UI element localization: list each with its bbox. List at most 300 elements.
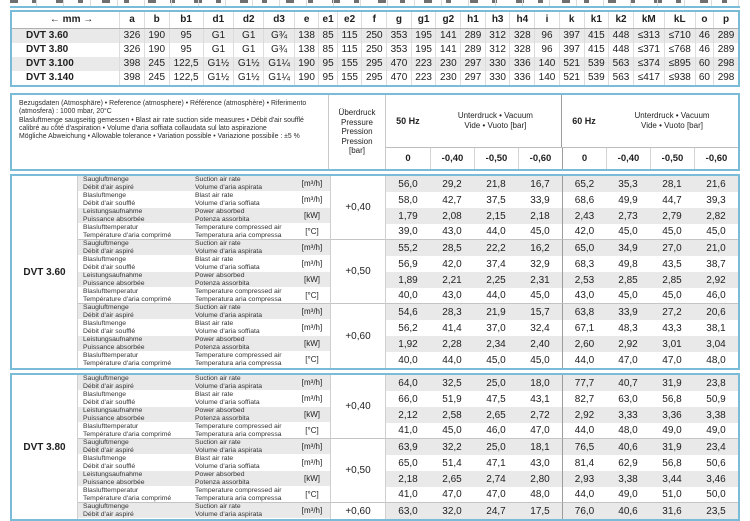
param-label-de-fr — [78, 503, 190, 519]
value-cell: 2,74 — [474, 471, 518, 487]
param-label-de: Blaslufttemperatur — [83, 288, 139, 296]
value-cell: 22,2 — [474, 240, 518, 256]
value-cell: 2,53 — [562, 272, 606, 288]
dim-col-header-k2: k2 — [609, 11, 634, 29]
value-cell: 16,7 — [518, 176, 562, 192]
value-cell: 43,5 — [662, 258, 682, 270]
value-cell: 31,9 — [650, 375, 694, 391]
param-label-fr: Débit d'air aspiré — [83, 446, 134, 454]
param-label-en: Blast air rate — [195, 256, 234, 264]
value-cell: 44,0 — [562, 352, 606, 368]
dim-value-cell: 563 — [609, 57, 634, 71]
value-cell: 63,0 — [386, 503, 430, 519]
param-label-it: Volume d'aria aspirata — [195, 446, 263, 454]
dim-value-cell: ≤371 — [633, 43, 664, 57]
value-cell: 21,6 — [694, 176, 738, 192]
unit-cell: [m³/h] — [294, 192, 330, 208]
param-label-de: Saugluftmenge — [83, 375, 129, 383]
dim-value-cell: 138 — [294, 43, 319, 57]
dim-value-cell: 415 — [584, 29, 609, 44]
dim-value-cell: G1¼ — [264, 57, 294, 71]
dim-value-cell: 289 — [461, 29, 486, 44]
dim-value-cell: 95 — [319, 71, 337, 86]
dim-col-header-k1: k1 — [584, 11, 609, 29]
param-label-en-it — [190, 272, 294, 288]
dim-value-cell: 190 — [294, 71, 319, 86]
value-cell: 45,0 — [530, 354, 550, 366]
dim-col-header-g2: g2 — [436, 11, 461, 29]
param-label-de: Saugluftmenge — [83, 176, 129, 184]
group-50hz — [386, 95, 562, 147]
frequency-groups — [386, 95, 738, 169]
param-label-de-fr — [78, 208, 190, 224]
value-cell: 47,0 — [662, 354, 682, 366]
value-cell: 65,0 — [398, 457, 418, 469]
param-label-de-fr — [78, 176, 190, 192]
value-cell: 32,0 — [430, 503, 474, 519]
param-label-de-fr — [78, 224, 190, 240]
param-label-en: Blast air rate — [195, 320, 234, 328]
param-label-it: Temperatura aria compressa — [195, 430, 282, 438]
dim-value-cell: 122,5 — [169, 71, 203, 86]
value-cell: 27,2 — [650, 304, 694, 320]
dim-col-header-g1: g1 — [411, 11, 436, 29]
param-label-it: Potenza assorbita — [195, 343, 250, 351]
value-cell: 45,0 — [694, 224, 738, 240]
value-cell: 42,0 — [442, 258, 462, 270]
value-cell: 2,60 — [562, 336, 606, 352]
value-cell: 63,9 — [386, 439, 430, 455]
dim-col-header-h1: h1 — [461, 11, 486, 29]
value-cell: 47,0 — [430, 487, 474, 503]
value-cell: 3,44 — [650, 471, 694, 487]
value-cell: 49,0 — [650, 423, 694, 439]
value-cell: 49,8 — [618, 258, 638, 270]
unit-cell: [°C] — [294, 352, 330, 368]
dimensions-table-header — [11, 11, 739, 29]
param-label-de-fr — [78, 192, 190, 208]
dim-value-cell: 190 — [144, 29, 169, 44]
param-label-de: Leistungsaufnahme — [83, 272, 143, 280]
overpressure-label-it: Pression — [341, 136, 373, 146]
value-cell: 62,9 — [618, 457, 638, 469]
dim-col-header-p: p — [714, 11, 739, 29]
value-cell: 66,0 — [398, 393, 418, 405]
param-label-en-it — [190, 455, 294, 471]
value-cell: 37,0 — [486, 322, 506, 334]
dim-value-cell: 326 — [120, 43, 145, 57]
value-cell: 1,92 — [386, 336, 430, 352]
dim-value-cell: 563 — [609, 71, 634, 86]
dim-value-cell: 328 — [510, 29, 535, 44]
value-cell: 17,5 — [518, 503, 562, 519]
model-name: DVT 3.80 — [12, 375, 78, 519]
value-cell: 15,7 — [518, 304, 562, 320]
value-cell: 32,9 — [530, 258, 550, 270]
vacuum-label-50hz — [430, 95, 561, 147]
dim-col-header-h3: h3 — [485, 11, 510, 29]
param-label-de: Blaslufttemperatur — [83, 487, 139, 495]
dim-col-header-kL: kL — [664, 11, 695, 29]
param-label-de: Blaslufttemperatur — [83, 352, 139, 360]
value-cell: 2,18 — [518, 208, 562, 224]
dim-value-cell: ≤417 — [633, 71, 664, 86]
param-label-en-it — [190, 224, 294, 240]
overpressure-label-fr: Pression — [341, 127, 373, 137]
dim-value-cell: ≤374 — [633, 57, 664, 71]
dim-value-cell: ≤710 — [664, 29, 695, 44]
dim-value-cell: 397 — [559, 29, 584, 44]
dim-col-header-k: k — [559, 11, 584, 29]
value-cell: 45,0 — [518, 224, 562, 240]
dim-value-cell: 140 — [535, 57, 560, 71]
value-cell: 2,85 — [606, 272, 650, 288]
param-label-de-fr — [78, 336, 190, 352]
value-cell: 41,4 — [442, 322, 462, 334]
param-label-it: Volume d'aria soffiata — [195, 327, 260, 335]
param-label-fr: Puissance absorbée — [83, 279, 145, 287]
col-60hz-040: -0,40 — [606, 148, 650, 169]
col-50hz-050: -0,50 — [474, 148, 518, 169]
col-50hz-0: 0 — [405, 153, 411, 164]
value-cell: 23,4 — [694, 439, 738, 455]
value-cell: 47,0 — [618, 354, 638, 366]
performance-block-dvt-3.60 — [10, 174, 740, 370]
dim-value-cell: 95 — [169, 29, 203, 44]
param-label-fr: Débit d'air aspiré — [83, 247, 134, 255]
value-cell: 2,58 — [430, 407, 474, 423]
note-measurement: Blasluftmenge saugseitig gemessen • Blast air rate suction side measures • Débit d'air soufflé calibré au côté d'aspiration • Volume d'aria soffiata collaudata sul lato aspirazione — [19, 116, 304, 132]
value-cell: 65,2 — [562, 176, 606, 192]
value-cell: 63,0 — [618, 393, 638, 405]
value-cell: 2,79 — [650, 208, 694, 224]
param-label-en: Temperature compressed air — [195, 224, 282, 232]
value-cell: 28,3 — [430, 304, 474, 320]
dim-value-cell: 398 — [120, 57, 145, 71]
value-cell: 49,0 — [606, 487, 650, 503]
value-cell: 23,5 — [694, 503, 738, 519]
value-cell: 65,0 — [562, 240, 606, 256]
param-label-en: Suction air rate — [195, 503, 241, 511]
param-label-de-fr — [78, 375, 190, 391]
dim-col-header-mm: ← mm → — [11, 11, 120, 29]
label-60hz: 60 Hz — [572, 116, 596, 126]
value-cell: 2,72 — [518, 407, 562, 423]
dim-value-cell: 195 — [411, 43, 436, 57]
dim-col-header-d1: d1 — [203, 11, 233, 29]
param-label-en: Suction air rate — [195, 176, 241, 184]
dim-col-header-h4: h4 — [510, 11, 535, 29]
value-cell: 2,92 — [606, 336, 650, 352]
dim-value-cell: ≤313 — [633, 29, 664, 44]
dim-value-cell: 336 — [510, 57, 535, 71]
unit-cell: [kW] — [294, 336, 330, 352]
param-label-fr: Température d'aria comprimé — [83, 295, 172, 303]
param-label-fr: Débit d'air soufflé — [83, 327, 136, 335]
dim-col-header-f: f — [362, 11, 387, 29]
dim-value-cell: 46 — [695, 29, 713, 44]
dim-value-cell: 353 — [387, 29, 412, 44]
param-label-en: Power absorbed — [195, 471, 245, 479]
unit-cell: [°C] — [294, 288, 330, 304]
param-label-it: Volume d'aria soffiata — [195, 462, 260, 470]
param-label-de: Leistungsaufnahme — [83, 407, 143, 415]
value-cell: 45,0 — [430, 423, 474, 439]
value-cell: 43,0 — [530, 457, 550, 469]
value-cell: 2,65 — [430, 471, 474, 487]
param-label-en-it — [190, 439, 294, 455]
value-cell: 3,46 — [694, 471, 738, 487]
param-label-en-it — [190, 320, 294, 336]
param-label-en: Blast air rate — [195, 192, 234, 200]
value-cell: 2,18 — [386, 471, 430, 487]
value-cell: 44,0 — [562, 423, 606, 439]
dim-value-cell: 223 — [411, 71, 436, 86]
param-label-en-it — [190, 487, 294, 503]
dim-value-cell: 470 — [387, 57, 412, 71]
value-cell: 37,5 — [486, 194, 506, 206]
dim-col-header-e1: e1 — [319, 11, 337, 29]
dim-value-cell: 250 — [362, 29, 387, 44]
value-cell: 44,7 — [662, 194, 682, 206]
dim-value-cell: 230 — [436, 71, 461, 86]
value-cell: 25,0 — [474, 375, 518, 391]
value-cell: 81,4 — [562, 455, 606, 471]
note-tolerance: Mögliche Abweichung • Allowable tolerance • Variation possible • Variazione possibile : ±5 % — [19, 133, 300, 141]
param-label-de-fr — [78, 288, 190, 304]
dim-value-cell: 330 — [485, 71, 510, 86]
dim-row — [11, 57, 739, 71]
value-cell: 44,0 — [562, 487, 606, 503]
model-name: DVT 3.60 — [12, 176, 78, 368]
dimensions-table-body — [11, 29, 739, 87]
dim-value-cell: 85 — [319, 43, 337, 57]
value-cell: 49,0 — [694, 423, 738, 439]
param-label-fr: Puissance absorbée — [83, 414, 145, 422]
frequency-group-titles — [386, 95, 738, 147]
value-cell: 76,5 — [562, 439, 606, 455]
dim-row — [11, 71, 739, 86]
param-label-fr: Température d'aria comprimé — [83, 494, 172, 502]
vacuum-label-line1: Unterdruck • Vacuum — [457, 111, 533, 120]
dim-value-cell: 60 — [695, 57, 713, 71]
dim-value-cell: G1 — [203, 43, 233, 57]
dim-value-cell: G1½ — [234, 57, 264, 71]
param-label-it: Temperatura aria compressa — [195, 359, 282, 367]
param-label-fr: Température d'aria comprimé — [83, 430, 172, 438]
dim-value-cell: 521 — [559, 71, 584, 86]
col-60hz-0: 0 — [562, 148, 606, 169]
dim-value-cell: 96 — [535, 29, 560, 44]
value-cell: 33,9 — [606, 304, 650, 320]
unit-cell: [kW] — [294, 407, 330, 423]
dim-value-cell: 312 — [485, 29, 510, 44]
param-label-en-it — [190, 503, 294, 519]
dim-value-cell: 295 — [362, 71, 387, 86]
param-label-it: Volume d'aria soffiata — [195, 398, 260, 406]
value-cell: 42,7 — [442, 194, 462, 206]
dim-value-cell: 415 — [584, 43, 609, 57]
value-cell: 51,4 — [442, 457, 462, 469]
value-cell: 68,3 — [562, 256, 606, 272]
param-label-en-it — [190, 176, 294, 192]
param-label-en-it — [190, 304, 294, 320]
value-cell: 1,79 — [386, 208, 430, 224]
param-label-de-fr — [78, 320, 190, 336]
param-label-fr: Température d'aria comprimé — [83, 231, 172, 239]
unit-cell: [m³/h] — [294, 391, 330, 407]
param-label-en: Power absorbed — [195, 272, 245, 280]
param-label-fr: Débit d'air aspiré — [83, 311, 134, 319]
dim-value-cell: 298 — [714, 57, 739, 71]
param-label-en-it — [190, 391, 294, 407]
value-cell: 44,0 — [442, 354, 462, 366]
dim-value-cell: G¾ — [264, 43, 294, 57]
dimensions-header-row — [11, 11, 739, 29]
dim-value-cell: G1½ — [234, 71, 264, 86]
param-label-en: Suction air rate — [195, 375, 241, 383]
param-label-en-it — [190, 407, 294, 423]
dim-value-cell: 539 — [584, 57, 609, 71]
value-cell: 47,0 — [474, 487, 518, 503]
performance-blocks — [10, 174, 740, 521]
param-label-de: Leistungsaufnahme — [83, 208, 143, 216]
dim-model-name: DVT 3.60 — [11, 29, 120, 44]
dim-value-cell: G1 — [234, 43, 264, 57]
param-label-it: Potenza assorbita — [195, 279, 250, 287]
dim-value-cell: 397 — [559, 43, 584, 57]
param-label-en-it — [190, 192, 294, 208]
param-label-it: Volume d'aria aspirata — [195, 510, 263, 518]
param-label-it: Potenza assorbita — [195, 478, 250, 486]
dim-value-cell: 297 — [461, 71, 486, 86]
dim-value-cell: 122,5 — [169, 57, 203, 71]
param-label-fr: Puissance absorbée — [83, 478, 145, 486]
clipped-previous-table-edge — [10, 0, 740, 8]
dim-value-cell: 195 — [411, 29, 436, 44]
value-cell: 2,92 — [694, 272, 738, 288]
param-label-en: Suction air rate — [195, 304, 241, 312]
unit-cell: [°C] — [294, 423, 330, 439]
vacuum-label-line2: Vide • Vuoto [bar] — [641, 121, 703, 130]
value-cell: 27,0 — [650, 240, 694, 256]
param-label-en-it — [190, 208, 294, 224]
dim-value-cell: 95 — [169, 43, 203, 57]
value-cell: 39,0 — [386, 224, 430, 240]
value-cell: 48,0 — [606, 423, 650, 439]
col-60hz-060: -0,60 — [694, 148, 738, 169]
value-cell: 42,0 — [562, 224, 606, 240]
dim-value-cell: 245 — [144, 57, 169, 71]
value-cell: 45,0 — [486, 354, 506, 366]
param-label-en-it — [190, 240, 294, 256]
dim-col-header-b: b — [144, 11, 169, 29]
value-cell: 39,3 — [706, 194, 726, 206]
param-label-de: Leistungsaufnahme — [83, 471, 143, 479]
param-label-fr: Puissance absorbée — [83, 215, 145, 223]
dim-value-cell: 190 — [294, 57, 319, 71]
dim-value-cell: 223 — [411, 57, 436, 71]
dim-value-cell: 141 — [436, 29, 461, 44]
dim-value-cell: 521 — [559, 57, 584, 71]
dim-value-cell: G1 — [203, 29, 233, 44]
value-cell: 68,6 — [562, 192, 606, 208]
group-60hz — [562, 95, 738, 147]
param-label-en: Power absorbed — [195, 336, 245, 344]
value-cell: 44,0 — [474, 224, 518, 240]
value-cell: 50,9 — [706, 393, 726, 405]
value-cell: 58,0 — [398, 194, 418, 206]
value-cell: 45,0 — [650, 224, 694, 240]
param-label-en: Suction air rate — [195, 240, 241, 248]
unit-cell: [°C] — [294, 224, 330, 240]
value-cell: 82,7 — [562, 391, 606, 407]
param-label-fr: Débit d'air aspiré — [83, 382, 134, 390]
param-label-en-it — [190, 352, 294, 368]
dim-col-header-i: i — [535, 11, 560, 29]
param-label-it: Volume d'aria aspirata — [195, 247, 263, 255]
unit-cell: [m³/h] — [294, 176, 330, 192]
value-cell: 29,2 — [430, 176, 474, 192]
overpressure-value: +0,40 — [330, 176, 386, 240]
dim-model-name: DVT 3.80 — [26, 44, 69, 55]
param-label-en-it — [190, 336, 294, 352]
param-label-de: Leistungsaufnahme — [83, 336, 143, 344]
value-cell: 45,0 — [518, 288, 562, 304]
dim-value-cell: 297 — [461, 57, 486, 71]
value-cell: 43,0 — [430, 288, 474, 304]
param-label-it: Temperatura aria compressa — [195, 231, 282, 239]
param-label-fr: Débit d'air aspiré — [83, 510, 134, 518]
unit-cell: [kW] — [294, 272, 330, 288]
dim-value-cell: 190 — [144, 43, 169, 57]
value-cell: 51,9 — [442, 393, 462, 405]
value-cell: 49,9 — [618, 194, 638, 206]
param-label-en: Blast air rate — [195, 455, 234, 463]
param-label-fr: Débit d'air aspiré — [83, 183, 134, 191]
param-label-de-fr — [78, 407, 190, 423]
dim-value-cell: 398 — [120, 71, 145, 86]
value-cell: 28,5 — [430, 240, 474, 256]
param-label-de: Blaslufttemperatur — [83, 423, 139, 431]
value-cell: 35,3 — [606, 176, 650, 192]
value-cell: 43,0 — [562, 288, 606, 304]
value-cell: 50,6 — [706, 457, 726, 469]
value-cell: 21,9 — [474, 304, 518, 320]
param-label-de: Blasluftmenge — [83, 192, 127, 200]
param-label-de: Blasluftmenge — [83, 320, 127, 328]
value-cell: 67,1 — [562, 320, 606, 336]
value-cell: 51,0 — [650, 487, 694, 503]
param-label-en: Suction air rate — [195, 439, 241, 447]
param-label-de-fr — [78, 391, 190, 407]
performance-block-dvt-3.80 — [10, 373, 740, 521]
value-cell: 1,89 — [386, 272, 430, 288]
value-cell: 44,0 — [474, 288, 518, 304]
param-label-de: Saugluftmenge — [83, 503, 129, 511]
dim-value-cell: G¾ — [264, 29, 294, 44]
param-label-de-fr — [78, 423, 190, 439]
dim-model-name: DVT 3.100 — [11, 57, 120, 71]
dim-col-header-e2: e2 — [337, 11, 362, 29]
value-cell: 3,38 — [606, 471, 650, 487]
dim-value-cell: 60 — [695, 71, 713, 86]
dim-value-cell: 96 — [535, 43, 560, 57]
dim-value-cell: 85 — [319, 29, 337, 44]
param-label-de: Blasluftmenge — [83, 455, 127, 463]
value-cell: 56,8 — [662, 457, 682, 469]
param-label-en-it — [190, 423, 294, 439]
